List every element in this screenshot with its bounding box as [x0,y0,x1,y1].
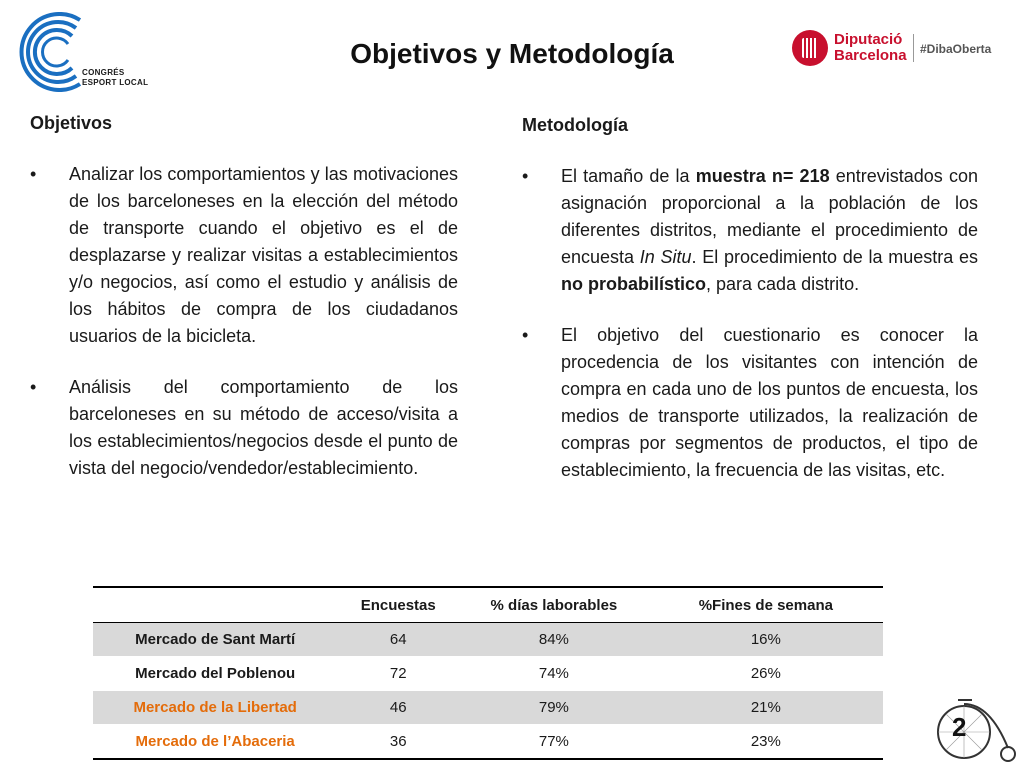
logo-right-line2: Barcelona [834,47,907,64]
row-encuestas: 72 [337,657,459,691]
row-laborables: 79% [459,691,649,725]
b1-no-probabilistico: no probabilístico [561,274,707,294]
b1-part3: . El procedimiento de la muestra es [691,247,978,267]
table-row [93,725,883,760]
bullet-icon: • [30,377,37,397]
row-name: Mercado de Sant Martí [93,623,337,657]
table-header-blank [93,587,337,623]
objetivos-heading: Objetivos [30,113,113,133]
diputacio-name [834,32,907,64]
metodologia-bullet-2-text: El objetivo del cuestionario es conocer la procedencia de los visitantes con intención de compra en cada uno de los puntos de encuesta, los medios de transporte utilizados, la realización de compras por segmentos de productos, el tipo de establecimiento, la frecuencia de las visitas, etc. [561,325,978,480]
objetivos-bullet-2 [30,374,458,482]
b1-part4: , para cada distrito. [706,274,860,294]
b1-part1: El tamaño de la [561,166,696,186]
table-header-row [93,587,883,623]
metodologia-bullet-1-text [561,166,978,294]
metodologia-heading: Metodología [522,115,628,135]
row-fines: 26% [649,657,883,691]
table-header-encuestas: Encuestas [337,587,459,623]
row-encuestas: 64 [337,623,459,657]
diputacio-logo [790,30,1020,70]
metodologia-section [522,110,978,508]
table-header-laborables: % días laborables [459,587,649,623]
logo-right-line1: Diputació [834,31,903,48]
table-row [93,623,883,657]
b1-part2: entrevistados con asignación proporcional a la población de los diferentes distritos, mediante el procedimiento de encuesta [561,166,978,267]
hashtag: #DibaOberta [920,42,992,56]
table-row [93,657,883,691]
table-header-fines: %Fines de semana [649,587,883,623]
b1-in-situ: In Situ [639,247,692,267]
objetivos-section [30,110,458,506]
bullet-icon: • [30,164,37,184]
objetivos-bullet-2-text: Análisis del comportamiento de los barceloneses en su método de acceso/visita a los establecimientos/negocios desde el punto de vista del negocio/vendedor/establecimiento. [69,377,458,478]
b1-muestra: muestra n= 218 [695,166,830,186]
row-fines: 16% [649,623,883,657]
page-number: 2 [952,712,967,742]
row-name: Mercado del Poblenou [93,657,337,691]
logo-divider [913,34,914,62]
table-row [93,691,883,725]
row-laborables: 84% [459,623,649,657]
penny-farthing-icon [930,690,1022,764]
objetivos-bullet-1 [30,161,458,350]
metodologia-bullet-2 [522,322,978,484]
row-name: Mercado de la Libertad [93,691,337,725]
congres-logo-text [82,68,148,88]
page-title: Objetivos y Metodología [350,38,674,69]
row-encuestas: 46 [337,691,459,725]
row-laborables: 77% [459,725,649,760]
objetivos-bullet-1-text: Analizar los comportamientos y las motivaciones de los barceloneses en la elección del método de transporte cuando el objetivo es el de desplazarse y realizar visitas a establecimientos y/o negocios, así como el estudio y análisis de los hábitos de compra de los ciudadanos usuarios de la bicicleta. [69,164,458,346]
row-fines: 21% [649,691,883,725]
metodologia-bullet-1 [522,163,978,298]
logo-left-line1: CONGRÉS [82,68,125,77]
row-name: Mercado de l’Abaceria [93,725,337,760]
row-laborables: 74% [459,657,649,691]
row-encuestas: 36 [337,725,459,760]
row-fines: 23% [649,725,883,760]
encuestas-table [93,586,883,760]
logo-left-line2: ESPORT LOCAL [82,78,149,87]
bullet-icon: • [522,325,529,345]
bullet-icon: • [522,166,529,186]
diputacio-emblem-icon [792,30,828,66]
